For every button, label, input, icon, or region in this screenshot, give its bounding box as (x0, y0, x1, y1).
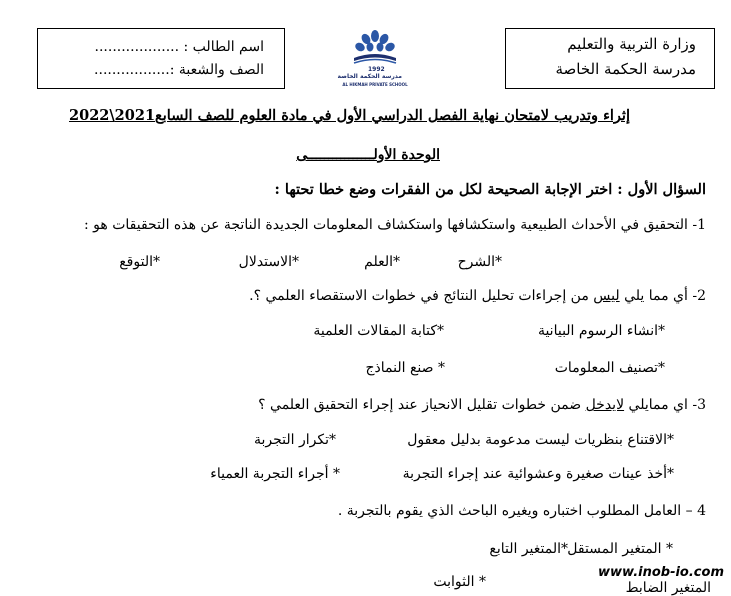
student-info-box (37, 28, 285, 89)
question-2 (249, 288, 706, 304)
option-4a[interactable]: * المتغير المستقل (567, 541, 673, 557)
option-4d[interactable]: المتغير الضابط (625, 580, 711, 596)
question-1 (84, 217, 706, 233)
option-3c[interactable]: *أخذ عينات صغيرة وعشوائية عند إجراء التجربة (402, 466, 674, 482)
class-section-field[interactable]: الصف والشعبة :................. (94, 62, 264, 78)
question-number: 2- (692, 288, 706, 304)
question-text-end: من إجراءات تحليل النتائج في خطوات الاستقصاء العلمي ؟. (249, 288, 594, 304)
question-emphasis: ليس (593, 288, 620, 304)
watermark: www.inob-io.com (598, 565, 724, 580)
option-3d[interactable]: * أجراء التجربة العمياء (210, 466, 340, 482)
question-3 (258, 397, 706, 413)
student-name-field[interactable]: اسم الطالب : ................... (94, 39, 264, 55)
option-1a[interactable]: *التوقع (119, 254, 160, 270)
school-logo (337, 26, 408, 92)
unit-title: الوحدة الأولــــــــــــــــى (296, 147, 440, 163)
question-number: 3- (692, 397, 706, 413)
question-text: اي ممايلي (624, 397, 688, 413)
option-2a[interactable]: *انشاء الرسوم البيانية (537, 323, 665, 339)
option-2b[interactable]: *كتابة المقالات العلمية (313, 323, 444, 339)
option-1b[interactable]: *الاستدلال (238, 254, 299, 270)
ministry-name: وزارة التربية والتعليم (567, 35, 696, 53)
logo-year: 1992 (368, 66, 385, 73)
question-text: – العامل المطلوب اختباره ويغيره الباحث الذي يقوم بالتجربة . (337, 503, 693, 519)
ministry-box (505, 28, 715, 89)
logo-arabic-name: مدرسة الحكمة الخاصة (337, 73, 402, 80)
question-emphasis: لايدخل (585, 397, 625, 413)
school-name: مدرسة الحكمة الخاصة (555, 60, 696, 78)
option-3a[interactable]: *الاقتناع بنظريات ليست مدعومة بدليل معقول (407, 432, 674, 448)
option-1d[interactable]: *الشرح (457, 254, 502, 270)
page-title: إثراء وتدريب لامتحان نهاية الفصل الدراسي الأول في مادة العلوم للصف السابع2021\2022 (69, 107, 630, 124)
option-3b[interactable]: *تكرار التجربة (254, 432, 336, 448)
option-4c[interactable]: * الثوابت (433, 574, 486, 590)
question-4 (338, 503, 706, 519)
question-text: أي مما يلي (619, 288, 688, 304)
question-text-end: ضمن خطوات تقليل الانحياز عند إجراء التحقيق العلمي ؟ (258, 397, 586, 413)
option-4b[interactable]: *المتغير التابع (489, 541, 568, 557)
question-text: التحقيق في الأحداث الطبيعية واستكشافها واستكشاف المعلومات الجديدة الناتجة عن هذه التحقيقات هو : (83, 217, 688, 233)
option-1c[interactable]: *العلم (364, 254, 400, 270)
section-heading: السؤال الأول : اختر الإجابة الصحيحة لكل من الفقرات وضع خطا تحتها : (274, 181, 706, 198)
option-2c[interactable]: *تصنيف المعلومات (554, 360, 665, 376)
option-2d[interactable]: * صنع النماذج (365, 360, 445, 376)
logo-english-name: AL HIKMAH PRIVATE SCHOOL (342, 82, 408, 87)
question-number: 1- (692, 217, 706, 233)
question-number: 4 (697, 503, 706, 519)
